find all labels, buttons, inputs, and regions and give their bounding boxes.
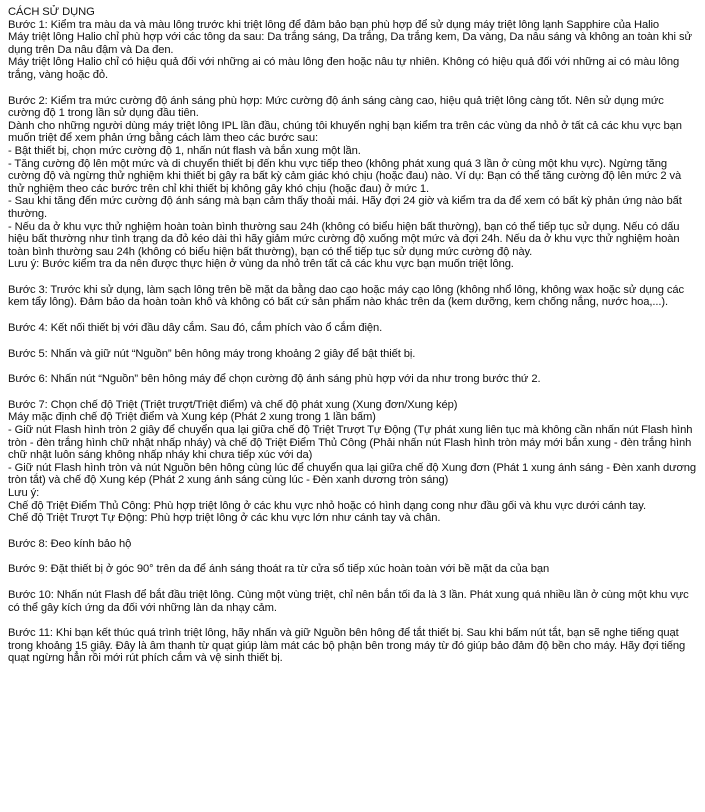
step-paragraph: - Tăng cường độ lên một mức và di chuyển thiết bị đến khu vực tiếp theo (không phát xung quá 3 lần ở cùng một khu vực). Ngừng tăng cường độ và ngừng thử nghiệm khi thiết bị gây ra bất kỳ cảm giác khó chịu (hoặc đau) nào. Ví dụ: Bạn có thể tăng cường độ lên mức 2 và thử nghiệm theo các bước trên chỉ khi thiết bị không gây khó chịu (hoặc đau) ở mức 1. [8,157,682,195]
step-paragraph: Bước 4: Kết nối thiết bị với đầu dây cắm. Sau đó, cắm phích vào ổ cắm điện. [8,322,383,335]
step-section [8,589,697,614]
step-paragraph: Máy triệt lông Halio chỉ có hiệu quả đối với những ai có màu lông đen hoặc nâu tự nhiên. Không có hiệu quả đối với những ai có màu lông trắng, vàng hoặc đỏ. [8,56,680,81]
step-section [8,538,697,551]
step-paragraph: Bước 8: Đeo kính bảo hộ [8,537,132,550]
step-section [8,348,697,361]
step-section [8,563,697,576]
step-paragraph: - Nếu da ở khu vực thử nghiệm hoàn toàn bình thường sau 24h (không có biểu hiện bất thường), bạn có thể tiếp tục sử dụng. Nếu có dấu hiệu bất thường như tình trạng da đỏ kéo dài thì hãy giảm mức cường độ xuống một mức và đợi 24h. Nếu da ở khu vực thử nghiệm hoàn toàn bình thường sau 24h (không có biểu hiện bất thường), bạn có thể tiếp tục sử dụng mức cường độ này. [8,220,680,258]
step-section [8,95,697,271]
step-paragraph: Dành cho những người dùng máy triệt lông IPL lần đầu, chúng tôi khuyến nghị bạn kiểm tra trên các vùng da nhỏ ở tất cả các khu vực bạn muốn triệt để xem phản ứng bằng cách làm theo các bước sau: [8,119,682,145]
step-paragraph: Bước 9: Đặt thiết bị ở góc 90° trên da để ánh sáng thoát ra từ cửa sổ tiếp xúc hoàn toàn với bề mặt da của bạn [8,563,550,576]
step-paragraph: Chế độ Triệt Điểm Thủ Công: Phù hợp triệt lông ở các khu vực nhỏ hoặc có hình dạng cong như đầu gối và khu vực dưới cánh tay. [8,499,646,512]
step-section [8,373,697,386]
step-section [8,322,697,335]
step-section [8,19,697,82]
document-title: CÁCH SỬ DỤNG [8,6,95,18]
instruction-steps [8,19,697,665]
step-paragraph: Bước 3: Trước khi sử dụng, làm sạch lông trên bề mặt da bằng dao cạo hoặc máy cạo lông (không nhổ lông, không wax hoặc sử dụng các kem tẩy lông). Đảm bảo da hoàn toàn khô và không có bất cứ sản phẩm nào khác trên da (kem dưỡng, kem chống nắng, nước hoa,...). [8,283,684,309]
step-paragraph: Bước 7: Chọn chế độ Triệt (Triệt trượt/Triệt điểm) và chế độ phát xung (Xung đơn/Xung kép) [8,398,458,411]
step-paragraph: Bước 11: Khi bạn kết thúc quá trình triệt lông, hãy nhấn và giữ Nguồn bên hông để tắt thiết bị. Sau khi bấm nút tắt, bạn sẽ nghe tiếng quạt trong khoảng 15 giây. Đây là âm thanh từ quạt giúp làm mát các bộ phận bên trong máy từ đó giúp bảo đảm độ bền cho máy. Hãy đợi tiếng quạt ngừng hẳn rồi mới rút phích cắm và vệ sinh thiết bị. [8,627,686,665]
step-paragraph: Máy mặc định chế độ Triệt điểm và Xung kép (Phát 2 xung trong 1 lần bấm) [8,411,376,424]
step-paragraph: Bước 1: Kiểm tra màu da và màu lông trước khi triệt lông để đảm bảo bạn phù hợp để sử dụng máy triệt lông lạnh Sapphire của Halio [8,18,659,31]
step-paragraph: - Sau khi tăng đến mức cường độ ánh sáng mà bạn cảm thấy thoải mái. Hãy đợi 24 giờ và kiểm tra da để xem có bất kỳ phản ứng nào bất thường. [8,195,682,220]
step-paragraph: Bước 2: Kiểm tra mức cường độ ánh sáng phù hợp: Mức cường độ ánh sáng càng cao, hiệu quả triệt lông càng tốt. Nên sử dụng mức cường độ 1 trong lần sử dụng đầu tiên. [8,94,664,120]
step-section [8,627,697,665]
step-section [8,284,697,309]
step-paragraph: Máy triệt lông Halio chỉ phù hợp với các tông da sau: Da trắng sáng, Da trắng, Da trắng kem, Da vàng, Da nâu sáng và không an toàn khi sử dụng trên Da nâu đậm và Da đen. [8,31,692,56]
step-paragraph: Bước 5: Nhấn và giữ nút “Nguồn” bên hông máy trong khoảng 2 giây để bật thiết bị. [8,347,416,360]
step-paragraph: Bước 6: Nhấn nút “Nguồn” bên hông máy để chọn cường độ ánh sáng phù hợp với da như trong bước thứ 2. [8,373,541,386]
step-paragraph: - Giữ nút Flash hình tròn 2 giây để chuyển qua lại giữa chế độ Triệt Trượt Tự Động (Tự phát xung liên tục mà không cần nhấn nút Flash hình tròn - đèn trắng hình chữ nhật nhấp nháy) và chế độ Triệt Điểm Thủ Công (Phải nhấn nút Flash hình tròn máy mới bắn xung - đèn trắng hình chữ nhật luôn sáng không nhấp nháy khi chưa tiếp xúc với da) [8,424,693,462]
step-paragraph: Bước 10: Nhấn nút Flash để bắt đầu triệt lông. Cùng một vùng triệt, chỉ nên bắn tối đa là 3 lần. Phát xung quá nhiều lần ở cùng một khu vực có thể gây kích ứng da đối với những làn da nhạy cảm. [8,588,689,614]
step-paragraph: Chế độ Triệt Trượt Tự Động: Phù hợp triệt lông ở các khu vực lớn như cánh tay và chân. [8,512,441,525]
step-section [8,399,697,525]
step-paragraph: - Giữ nút Flash hình tròn và nút Nguồn bên hông cùng lúc để chuyển qua lại giữa chế độ Xung đơn (Phát 1 xung ánh sáng - Đèn xanh dương tròn tắt) và chế độ Xung kép (Phát 2 xung ánh sáng cùng lúc - Đèn xanh dương tròn sáng) [8,461,696,487]
step-paragraph: - Bật thiết bị, chọn mức cường độ 1, nhấn nút flash và bắn xung một lần. [8,144,361,157]
step-paragraph: Lưu ý: [8,487,40,499]
step-paragraph: Lưu ý: Bước kiểm tra da nên được thực hiện ở vùng da nhỏ trên tất cả các khu vực bạn muốn triệt lông. [8,258,514,271]
